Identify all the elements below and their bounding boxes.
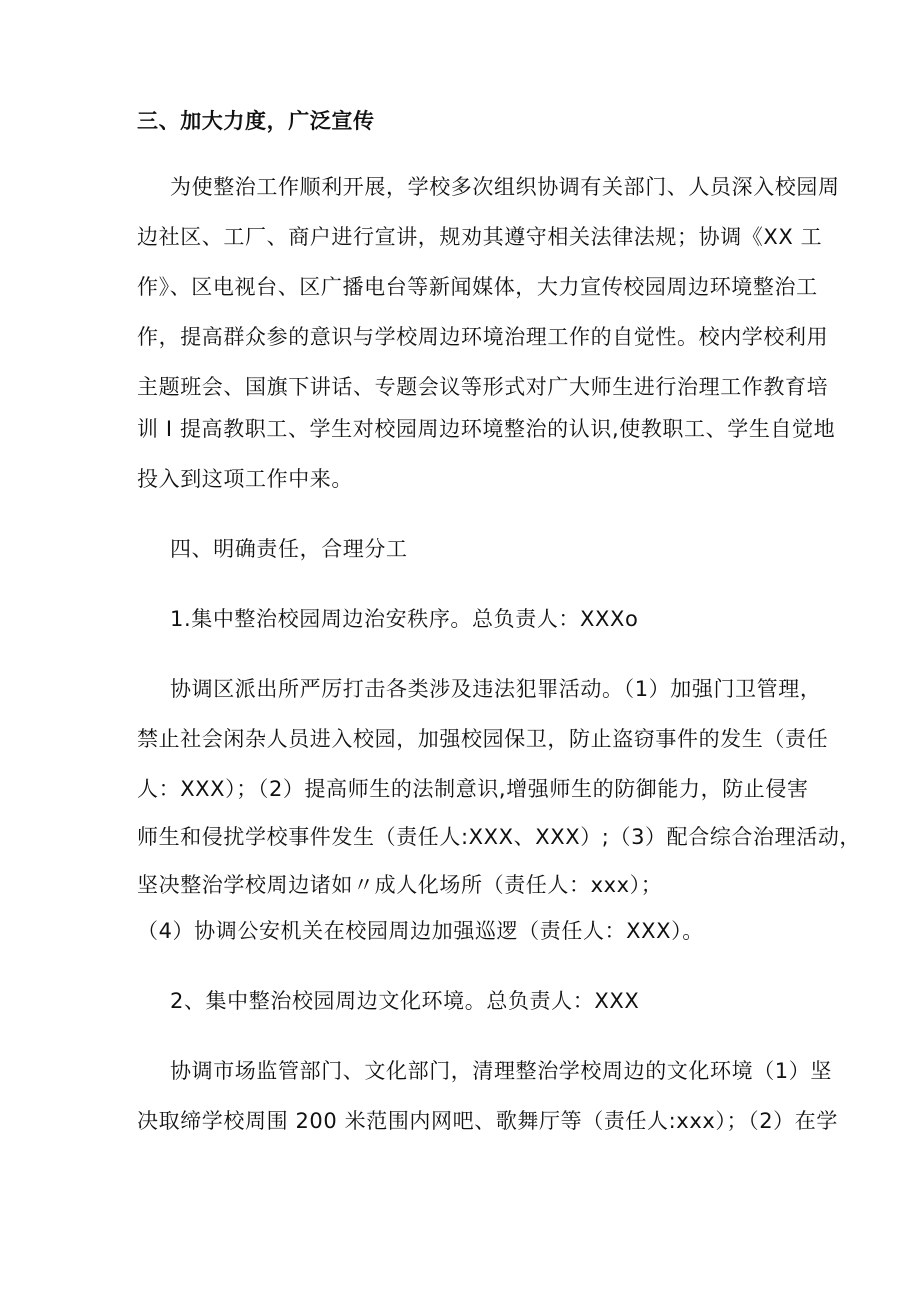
paragraph-line: 为使整治工作顺利开展，学校多次组织协调有关部门、人员深入校园周 — [170, 175, 840, 199]
paragraph-line: 师生和侵扰学校事件发生（责任人:XXX、XXX）;（3）配合综合治理活动， — [137, 825, 862, 849]
paragraph-line: 禁止社会闲杂人员进入校园，加强校园保卫，防止盗窃事件的发生（责任 — [137, 727, 829, 751]
paragraph-line: 作，提高群众参的意识与学校周边环境治理工作的自觉性。校内学校利用 — [137, 325, 829, 349]
paragraph-line: 训 I 提高教职工、学生对校园周边环境整治的认识,使教职工、学生自觉地 — [137, 417, 836, 441]
paragraph-line: 协调市场监管部门、文化部门，清理整治学校周边的文化环境（1）坚 — [170, 1059, 832, 1083]
paragraph-line: 主题班会、国旗下讲话、专题会议等形式对广大师生进行治理工作教育培 — [137, 375, 829, 399]
section-heading-4: 四、明确责任，合理分工 — [170, 537, 408, 561]
paragraph-line: 坚决整治学校周边诸如〃成人化场所（责任人：xxx）； — [137, 873, 663, 897]
paragraph-line: （4）协调公安机关在校园周边加强巡逻（责任人：XXX）。 — [137, 919, 704, 943]
paragraph-line: 作》、区电视台、区广播电台等新闻媒体，大力宣传校园周边环境整治工 — [137, 275, 818, 299]
item-2-title: 2、集中整治校园周边文化环境。总负责人：XXX — [170, 989, 640, 1013]
paragraph-line: 协调区派出所严厉打击各类涉及违法犯罪活动。（1）加强门卫管理， — [170, 677, 822, 701]
paragraph-line: 决取缔学校周围 200 米范围内网吧、歌舞厅等（责任人:xxx）；（2）在学 — [137, 1109, 838, 1133]
paragraph-line: 投入到这项工作中来。 — [137, 467, 353, 491]
paragraph-line: 人：XXX）；（2）提高师生的法制意识,增强师生的防御能力，防止侵害 — [137, 777, 809, 801]
section-heading-3: 三、加大力度，广泛宣传 — [137, 109, 375, 133]
paragraph-line: 边社区、工厂、商户进行宣讲，规劝其遵守相关法律法规；协调《XX 工 — [137, 225, 823, 249]
item-1-title: 1.集中整治校园周边治安秩序。总负责人：XXXo — [170, 607, 639, 631]
